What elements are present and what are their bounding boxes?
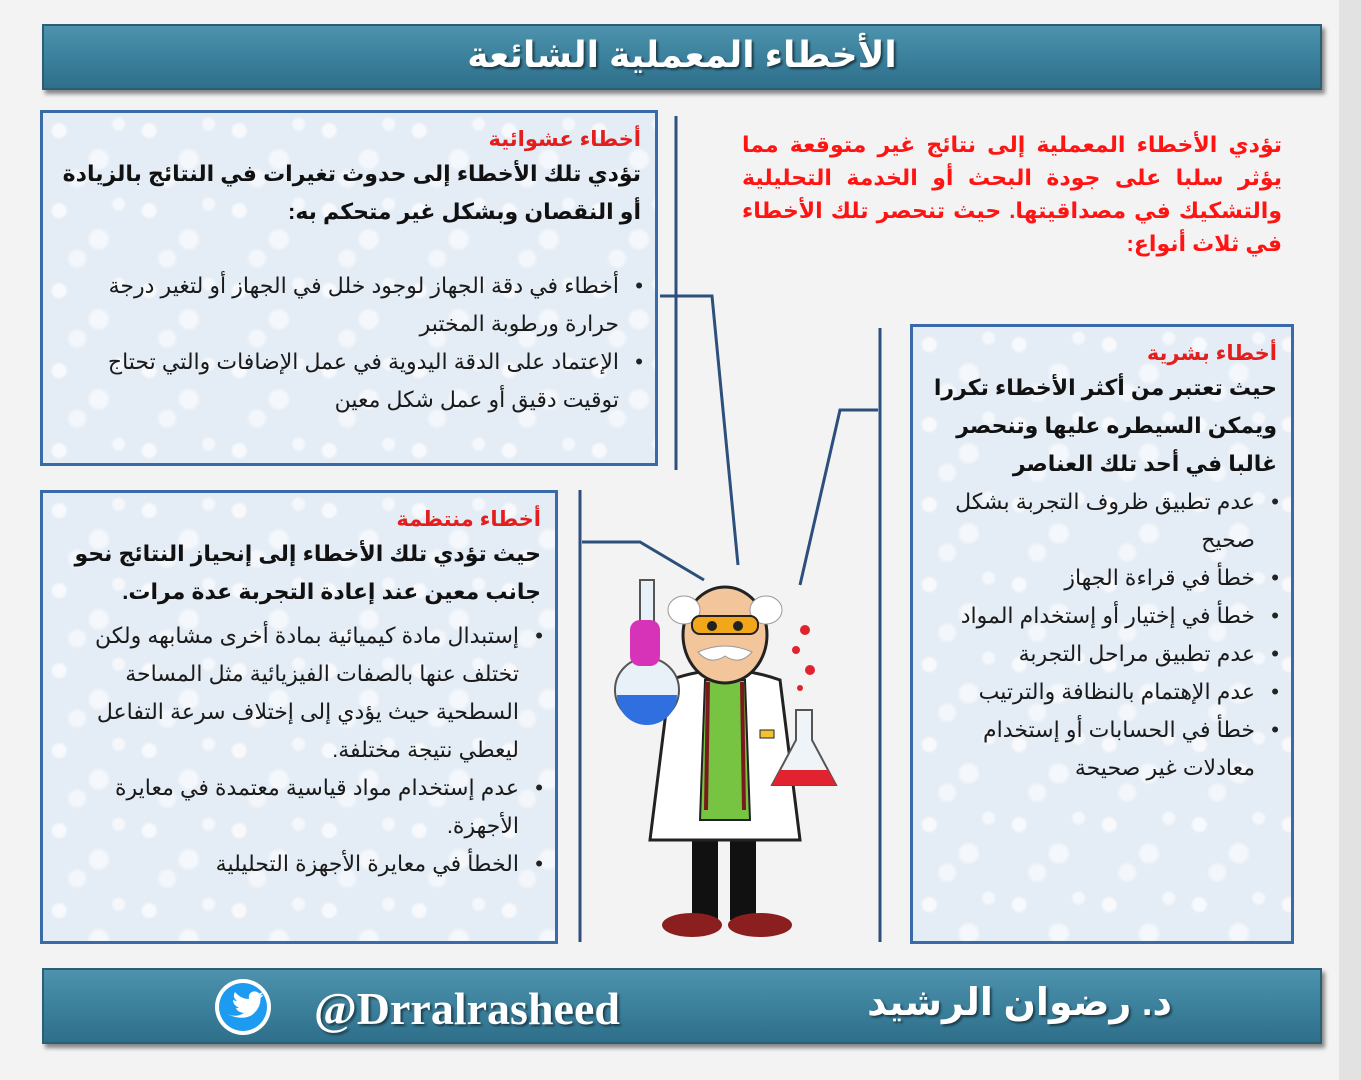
twitter-handle[interactable]: @Drralrasheed [314, 983, 620, 1034]
author-name: د. رضوان الرشيد [867, 982, 1172, 1024]
list-item: • أخطاء في دقة الجهاز لوجود خلل في الجهاز أو لتغير درجة حرارة ورطوبة المختبر [57, 267, 619, 343]
random-errors-lead: تؤدي تلك الأخطاء إلى حدوث تغيرات في النتائج بالزيادة أو النقصان وبشكل غير متحكم به: [62, 161, 641, 224]
random-errors-list [57, 267, 641, 419]
list-item: • خطأ في إختيار أو إستخدام المواد [927, 597, 1255, 635]
random-errors-box [40, 110, 658, 466]
list-item: • إستبدال مادة كيميائية بمادة أخرى مشابهه ولكن تختلف عنها بالصفات الفيزيائية مثل المساحة السطحية حيث يؤدي إلى إختلاف سرعة التفاعل ليعطي نتيجة مختلفة. [57, 617, 519, 769]
scientist-illustration [600, 570, 860, 950]
human-errors-title: أخطاء بشرية [1146, 342, 1277, 365]
twitter-bird-icon[interactable] [210, 978, 276, 1036]
list-item: • عدم تطبيق مراحل التجربة [927, 635, 1255, 673]
human-errors-list [927, 483, 1277, 787]
human-errors-box [910, 324, 1294, 944]
human-errors-lead: حيث تعتبر من أكثر الأخطاء تكررا ويمكن السيطره عليها وتنحصر غالبا في أحد تلك العناصر [933, 375, 1277, 476]
list-item: • عدم إستخدام مواد قياسية معتمدة في معايرة الأجهزة. [57, 769, 519, 845]
systematic-errors-lead: حيث تؤدي تلك الأخطاء إلى إنحياز النتائج نحو جانب معين عند إعادة التجربة عدة مرات. [74, 541, 541, 604]
list-item: • الإعتماد على الدقة اليدوية في عمل الإضافات والتي تحتاج توقيت دقيق أو عمل شكل معين [57, 343, 619, 419]
page-title: الأخطاء المعملية الشائعة [467, 34, 897, 75]
page-edge [1339, 0, 1361, 1080]
footer-banner [42, 968, 1322, 1044]
systematic-errors-title: أخطاء منتظمة [396, 508, 541, 531]
list-item: • خطأ في الحسابات أو إستخدام معادلات غير صحيحة [927, 711, 1255, 787]
list-item: • عدم الإهتمام بالنظافة والترتيب [927, 673, 1255, 711]
title-banner [42, 24, 1322, 90]
systematic-errors-box [40, 490, 558, 944]
systematic-errors-list [57, 617, 541, 883]
intro-text: تؤدي الأخطاء المعملية إلى نتائج غير متوقعة مما يؤثر سلبا على جودة البحث أو الخدمة التحليلية والتشكيك في مصداقيتها. حيث تنحصر تلك الأخطاء في ثلاث أنواع: [742, 132, 1282, 256]
list-item: • خطأ في قراءة الجهاز [927, 559, 1255, 597]
list-item: • عدم تطبيق ظروف التجربة بشكل صحيح [927, 483, 1255, 559]
list-item: • الخطأ في معايرة الأجهزة التحليلية [57, 845, 519, 883]
random-errors-title: أخطاء عشوائية [488, 128, 641, 151]
